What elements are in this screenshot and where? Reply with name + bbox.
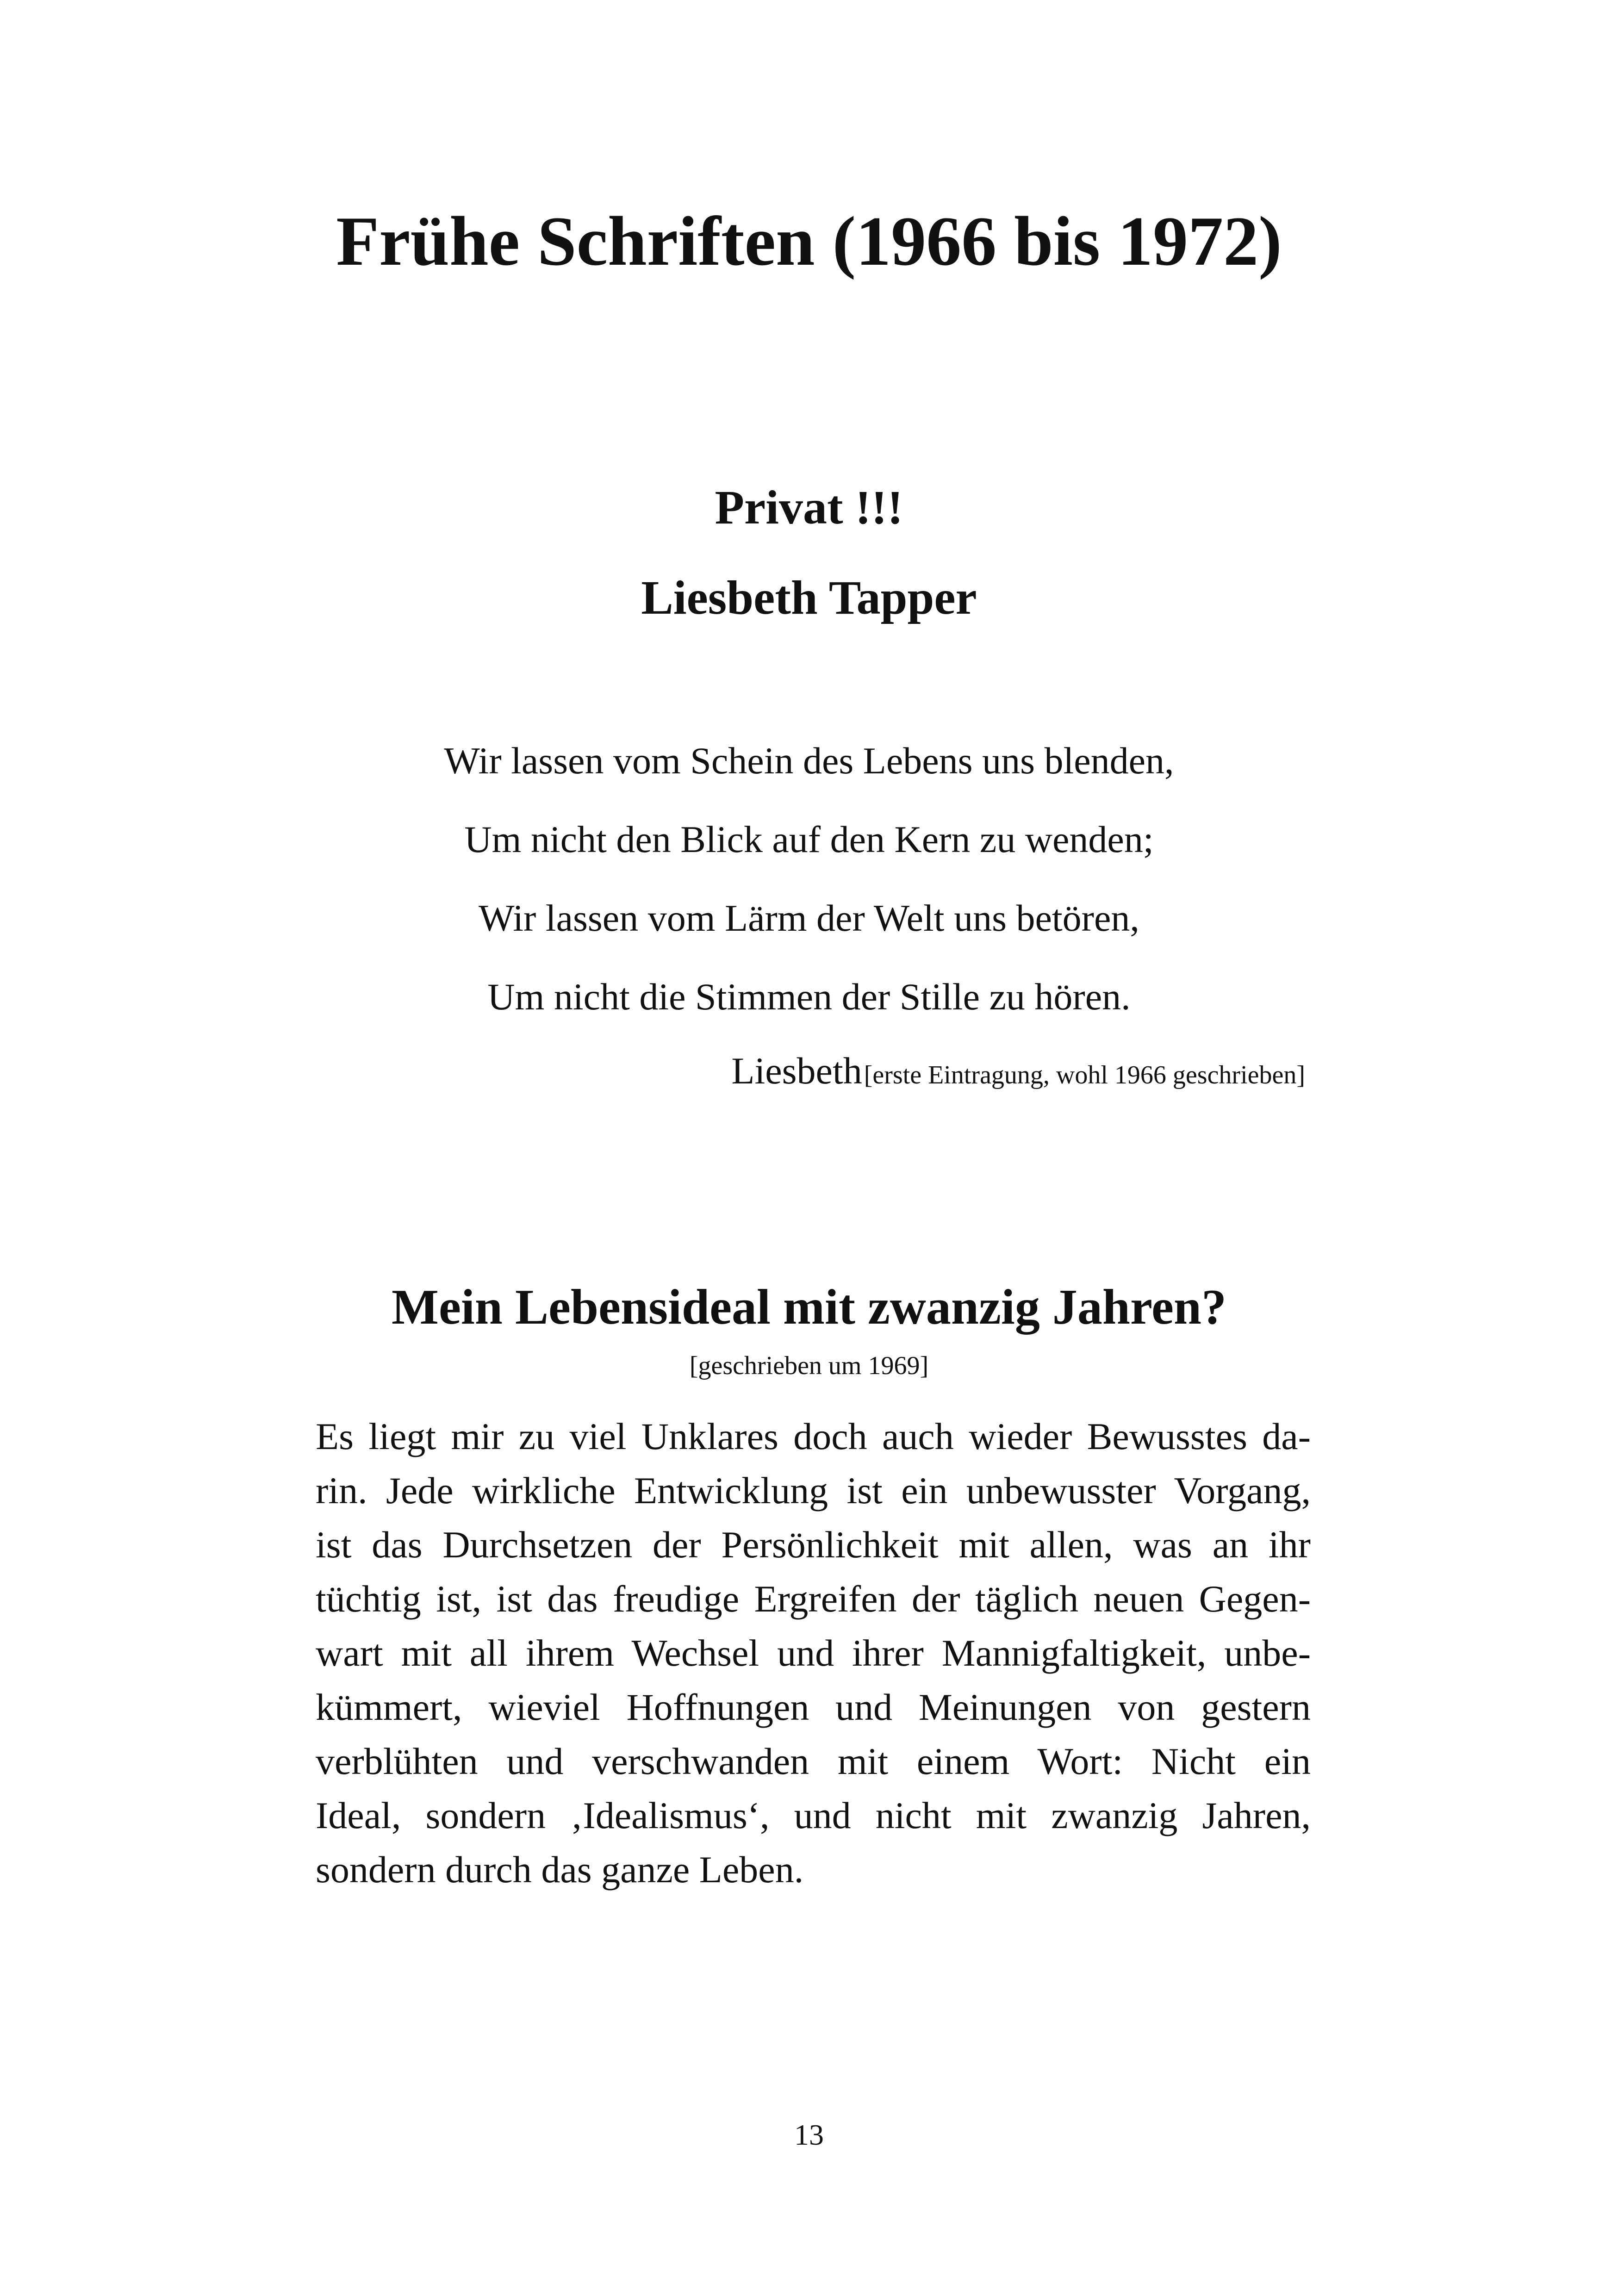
body-line: wart mit all ihrem Wechsel und ihrer Mannigfaltigkeit, unbe- [316, 1632, 1311, 1674]
signature-name: Liesbeth [731, 1050, 862, 1092]
section-date-note: [geschrieben um 1969] [689, 1351, 929, 1380]
poem-line: Wir lassen vom Lärm der Welt uns betören, [479, 897, 1139, 939]
body-line: Ideal, sondern ‚Idealismus‘, und nicht mit zwanzig Jahren, [316, 1794, 1311, 1836]
poem-line: Wir lassen vom Schein des Lebens uns blenden, [444, 740, 1174, 782]
poem-line: Um nicht den Blick auf den Kern zu wenden; [464, 818, 1154, 860]
poem-line: Um nicht die Stimmen der Stille zu hören. [487, 976, 1131, 1018]
body-line: verblühten und verschwanden mit einem Wort: Nicht ein [316, 1740, 1311, 1782]
main-title: Frühe Schriften (1966 bis 1972) [336, 202, 1282, 280]
body-line: rin. Jede wirkliche Entwicklung ist ein unbewusster Vorgang, [316, 1469, 1311, 1512]
section-body-text [316, 1409, 1311, 1897]
page-number: 13 [794, 2118, 824, 2151]
body-line: kümmert, wieviel Hoffnungen und Meinungen von gestern [316, 1686, 1311, 1728]
body-line: sondern durch das ganze Leben. [316, 1848, 804, 1891]
signature-note: [erste Eintragung, wohl 1966 geschrieben] [864, 1061, 1305, 1089]
body-line: Es liegt mir zu viel Unklares doch auch wieder Bewusstes da- [316, 1415, 1311, 1457]
section-title-lebensideal: Mein Lebensideal mit zwanzig Jahren? [392, 1280, 1226, 1335]
poem-signature [731, 1048, 1305, 1094]
section-title-privat: Privat !!! [715, 481, 903, 534]
body-line: tüchtig ist, ist das freudige Ergreifen der täglich neuen Gegen- [316, 1578, 1311, 1620]
section-author: Liesbeth Tapper [641, 571, 977, 624]
body-line: ist das Durchsetzen der Persönlichkeit mit allen, was an ihr [316, 1524, 1311, 1566]
